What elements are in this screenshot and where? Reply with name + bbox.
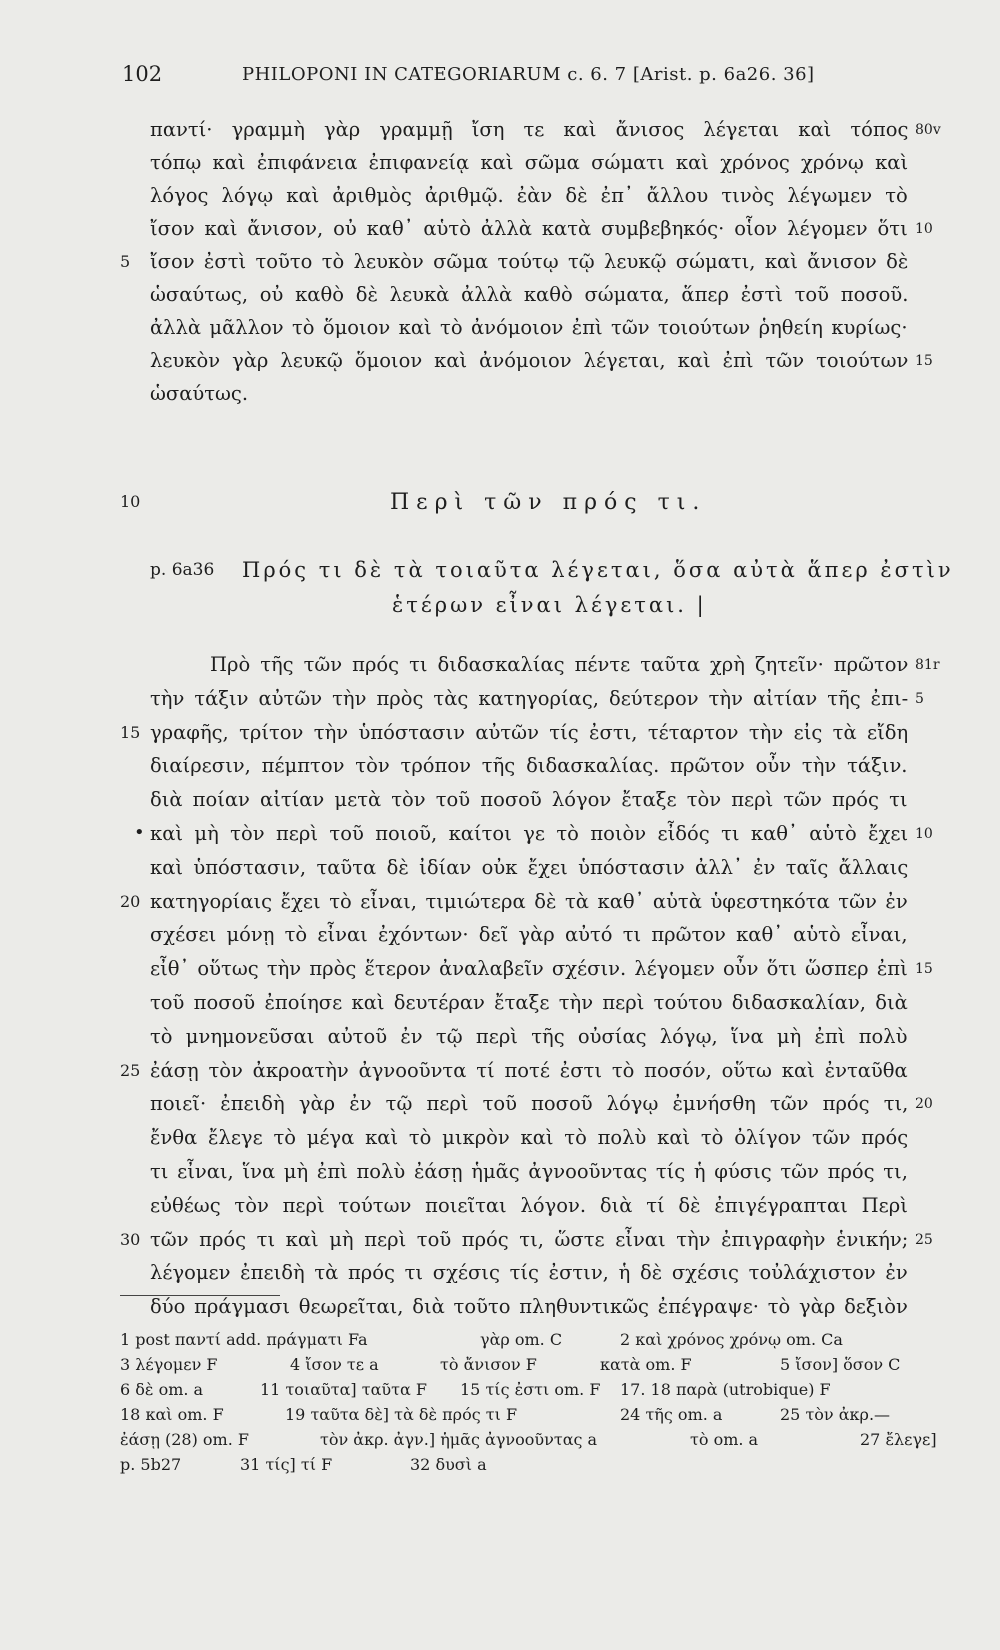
text-line-content: κατηγορίαις ἔχει τὸ εἶναι, τιμιώτερα δὲ τὰ καθ᾽ αὑτὰ ὑφεστηκότα τῶν ἐν (150, 889, 908, 913)
margin-reference: 80v (915, 122, 941, 138)
text-line (150, 685, 910, 713)
text-line (150, 116, 910, 144)
text-line (150, 888, 910, 916)
footnote-entry: τὸν ἀκρ. ἀγν.] ἡμᾶς ἀγνοοῦντας a (320, 1430, 598, 1449)
text-line (150, 281, 910, 309)
text-line-content: εὐθέως τὸν περὶ τούτων ποιεῖται λόγον. διὰ τί δὲ ἐπιγέγραπται Περὶ (150, 1193, 908, 1217)
text-line (150, 380, 910, 408)
footnote-entry: ἐάσῃ (28) om. F (120, 1430, 249, 1449)
text-line-content: ἴσον καὶ ἄνισον, οὐ καθ᾽ αὑτὸ ἀλλὰ κατὰ συμβεβηκός· οἷον λέγομεν ὅτι (150, 217, 908, 240)
text-line (150, 1259, 910, 1287)
text-line-content: τῶν πρός τι καὶ μὴ περὶ τοῦ πρός τι, ὥστε εἶναι τὴν ἐπιγραφὴν ἑνικήν; (150, 1227, 909, 1251)
text-line (150, 989, 910, 1017)
footnote-entry: 5 ἴσον] ὅσον C (780, 1355, 901, 1374)
footnote-entry: p. 5b27 (120, 1455, 182, 1474)
footnote-entry: 4 ἴσον τε a (290, 1355, 379, 1374)
text-line-content: ὡσαύτως, οὐ καθὸ δὲ λευκὰ ἀλλὰ καθὸ σώματα, ἅπερ ἐστὶ τοῦ ποσοῦ. (150, 283, 909, 306)
text-line (150, 314, 910, 342)
footnote-line (120, 1455, 940, 1481)
text-line (150, 1090, 910, 1118)
text-line (150, 1226, 910, 1254)
footnote-entry: 11 τοιαῦτα] ταῦτα F (260, 1380, 427, 1399)
text-line-content: διὰ ποίαν αἰτίαν μετὰ τὸν τοῦ ποσοῦ λόγον ἔταξε τὸν περὶ τῶν πρός τι (150, 788, 908, 812)
text-line (150, 1023, 910, 1051)
text-line-content: ἴσον ἐστὶ τοῦτο τὸ λευκὸν σῶμα τούτῳ τῷ λευκῷ σώματι, καὶ ἄνισον δὲ (150, 250, 909, 273)
text-line-content: ἀλλὰ μᾶλλον τὸ ὅμοιον καὶ τὸ ἀνόμοιον ἐπὶ τῶν τοιούτων ῥηθείη κυρίως· (150, 316, 908, 339)
text-line (150, 215, 910, 243)
text-line-content: τόπῳ καὶ ἐπιφάνεια ἐπιφανείᾳ καὶ σῶμα σώματι καὶ χρόνος χρόνῳ καὶ (150, 151, 909, 174)
text-line-content: καὶ μὴ τὸν περὶ τοῦ ποιοῦ, καίτοι γε τὸ ποιὸν εἶδός τι καθ᾽ αὑτὸ ἔχει (150, 822, 909, 845)
footnote-entry: 32 δυσὶ a (410, 1455, 487, 1474)
footnote-entry: 2 καὶ χρόνος χρόνῳ om. Ca (620, 1330, 843, 1349)
text-line (210, 651, 910, 679)
text-line (150, 347, 910, 375)
aristotle-reference: p. 6a36 (150, 560, 215, 580)
footnote-entry: 6 δὲ om. a (120, 1380, 204, 1399)
text-line (150, 955, 910, 983)
text-line (150, 820, 910, 848)
footnote-entry: 17. 18 παρὰ (utrobique) F (620, 1380, 831, 1399)
lemma-line-1: Πρός τι δὲ τὰ τοιαῦτα λέγεται, ὅσα αὐτὰ ἅπερ ἐστὶν (242, 558, 954, 582)
text-line (150, 752, 910, 780)
text-line (150, 854, 910, 882)
margin-reference: 15 (915, 353, 933, 369)
text-line-content: παντί· γραμμὴ γὰρ γραμμῇ ἴση τε καὶ ἄνισος λέγεται καὶ τόπος (150, 118, 909, 141)
footnote-entry: 24 τῆς om. a (620, 1405, 723, 1424)
footnote-line (120, 1330, 940, 1356)
footnote-line (120, 1430, 940, 1456)
footnote-entry: 18 καὶ om. F (120, 1405, 224, 1424)
footnote-line (120, 1405, 940, 1431)
text-line-content: δύο πράγμασι θεωρεῖται, διὰ τοῦτο πληθυντικῶς ἐπέγραψε· τὸ γὰρ δεξιὸν (150, 1295, 908, 1319)
text-line (150, 719, 910, 747)
footnote-entry: 15 τίς ἐστι om. F (460, 1380, 601, 1399)
text-line-content: τὴν τάξιν αὐτῶν τὴν πρὸς τὰς κατηγορίας, δεύτερον τὴν αἰτίαν τῆς ἐπι- (150, 686, 909, 710)
line-number: 20 (120, 891, 141, 911)
text-line (150, 1057, 910, 1085)
text-line (150, 1192, 910, 1220)
line-number: 15 (120, 722, 141, 742)
footnote-line (120, 1355, 940, 1381)
footnote-entry: 1 post παντί add. πράγματι Fa (120, 1330, 368, 1349)
line-number: 10 (120, 492, 141, 511)
text-line-content: λευκὸν γὰρ λευκῷ ὅμοιον καὶ ἀνόμοιον λέγεται, καὶ ἐπὶ τῶν τοιούτων (150, 349, 909, 372)
margin-reference: 20 (915, 1096, 933, 1113)
text-line-content: καὶ ὑπόστασιν, ταῦτα δὲ ἰδίαν οὐκ ἔχει ὑπόστασιν ἀλλ᾽ ἐν ταῖς ἄλλαις (150, 855, 909, 879)
text-line-content: τι εἶναι, ἵνα μὴ ἐπὶ πολὺ ἐάσῃ ἡμᾶς ἀγνοοῦντας τίς ἡ φύσις τῶν πρός τι, (150, 1160, 908, 1183)
text-line (150, 921, 910, 949)
footnote-entry: 31 τίς] τί F (240, 1455, 333, 1474)
footnote-entry: τὸ ἄνισον F (440, 1355, 537, 1374)
text-line-content: ποιεῖ· ἐπειδὴ γὰρ ἐν τῷ περὶ τοῦ ποσοῦ λόγῳ ἐμνήσθη τῶν πρός τι, (150, 1092, 909, 1116)
text-line-content: γραφῆς, τρίτον τὴν ὑπόστασιν αὐτῶν τίς ἐστι, τέταρτον τὴν εἰς τὰ εἴδη (150, 720, 909, 744)
text-line-content: ὡσαύτως. (150, 382, 249, 405)
text-line-content: σχέσει μόνῃ τὸ εἶναι ἐχόντων· δεῖ γὰρ αὐτό τι πρῶτον καθ᾽ αὑτὸ εἶναι, (150, 923, 908, 947)
margin-reference: 25 (915, 1231, 933, 1248)
footnote-entry: 25 τὸν ἀκρ.— (780, 1405, 891, 1424)
footnote-entry: γὰρ om. C (480, 1330, 563, 1349)
text-line (150, 182, 910, 210)
text-line (150, 1124, 910, 1152)
text-line (150, 248, 910, 276)
page-header (122, 62, 942, 94)
margin-reference: 81r (915, 657, 940, 673)
text-line (150, 149, 910, 177)
text-line-content: εἶθ᾽ οὕτως τὴν πρὸς ἕτερον ἀναλαβεῖν σχέσιν. λέγομεν οὖν ὅτι ὥσπερ ἐπὶ (150, 957, 908, 981)
text-line-content: ἐάσῃ τὸν ἀκροατὴν ἀγνοοῦντα τί ποτέ ἐστι τὸ ποσόν, οὕτω καὶ ἐνταῦθα (150, 1058, 908, 1082)
footnote-entry: κατὰ om. F (600, 1355, 692, 1374)
text-line (150, 1158, 910, 1186)
text-line-content: διαίρεσιν, πέμπτον τὸν τρόπον τῆς διδασκαλίας. πρῶτον οὖν τὴν τάξιν. (150, 754, 908, 778)
margin-reference: 10 (915, 221, 933, 237)
footnote-line (120, 1380, 940, 1406)
lemma-line-2: ἑτέρων εἶναι λέγεται. | (392, 593, 707, 617)
footnote-entry: 27 ἔλεγε] (860, 1430, 937, 1449)
stray-dot: • (134, 822, 145, 843)
text-line (150, 1293, 910, 1321)
margin-reference: 10 (915, 826, 933, 842)
running-title: PHILOPONI IN CATEGORIARUM c. 6. 7 [Arist. p. 6a26. 36] (242, 64, 815, 85)
text-line-content: τοῦ ποσοῦ ἐποίησε καὶ δευτέραν ἔταξε τὴν περὶ τούτου διδασκαλίαν, διὰ (150, 991, 908, 1014)
footnote-entry: 3 λέγομεν F (120, 1355, 218, 1374)
text-line-content: λόγος λόγῳ καὶ ἀριθμὸς ἀριθμῷ. ἐὰν δὲ ἐπ᾽ ἄλλου τινὸς λέγωμεν τὸ (150, 184, 908, 207)
margin-reference: 15 (915, 961, 933, 978)
margin-reference: 5 (915, 690, 924, 707)
line-number: 5 (120, 252, 131, 271)
page-number: 102 (122, 62, 163, 86)
text-line (150, 786, 910, 814)
text-line-content: ἔνθα ἔλεγε τὸ μέγα καὶ τὸ μικρὸν καὶ τὸ πολὺ καὶ τὸ ὀλίγον τῶν πρός (150, 1126, 909, 1150)
line-number: 25 (120, 1060, 141, 1080)
line-number: 30 (120, 1229, 141, 1249)
footnote-entry: τὸ om. a (690, 1430, 759, 1449)
footnote-entry: 19 ταῦτα δὲ] τὰ δὲ πρός τι F (285, 1405, 518, 1424)
text-line-content: τὸ μνημονεῦσαι αὐτοῦ ἐν τῷ περὶ τῆς οὐσίας λόγῳ, ἵνα μὴ ἐπὶ πολὺ (150, 1024, 908, 1048)
section-heading: Περὶ τῶν πρός τι. (390, 490, 707, 515)
text-line-content: Πρὸ τῆς τῶν πρός τι διδασκαλίας πέντε ταῦτα χρὴ ζητεῖν· πρῶτον (210, 653, 909, 676)
text-line-content: λέγομεν ἐπειδὴ τὰ πρός τι σχέσις τίς ἐστιν, ἡ δὲ σχέσις τοὐλάχιστον ἐν (150, 1261, 908, 1285)
